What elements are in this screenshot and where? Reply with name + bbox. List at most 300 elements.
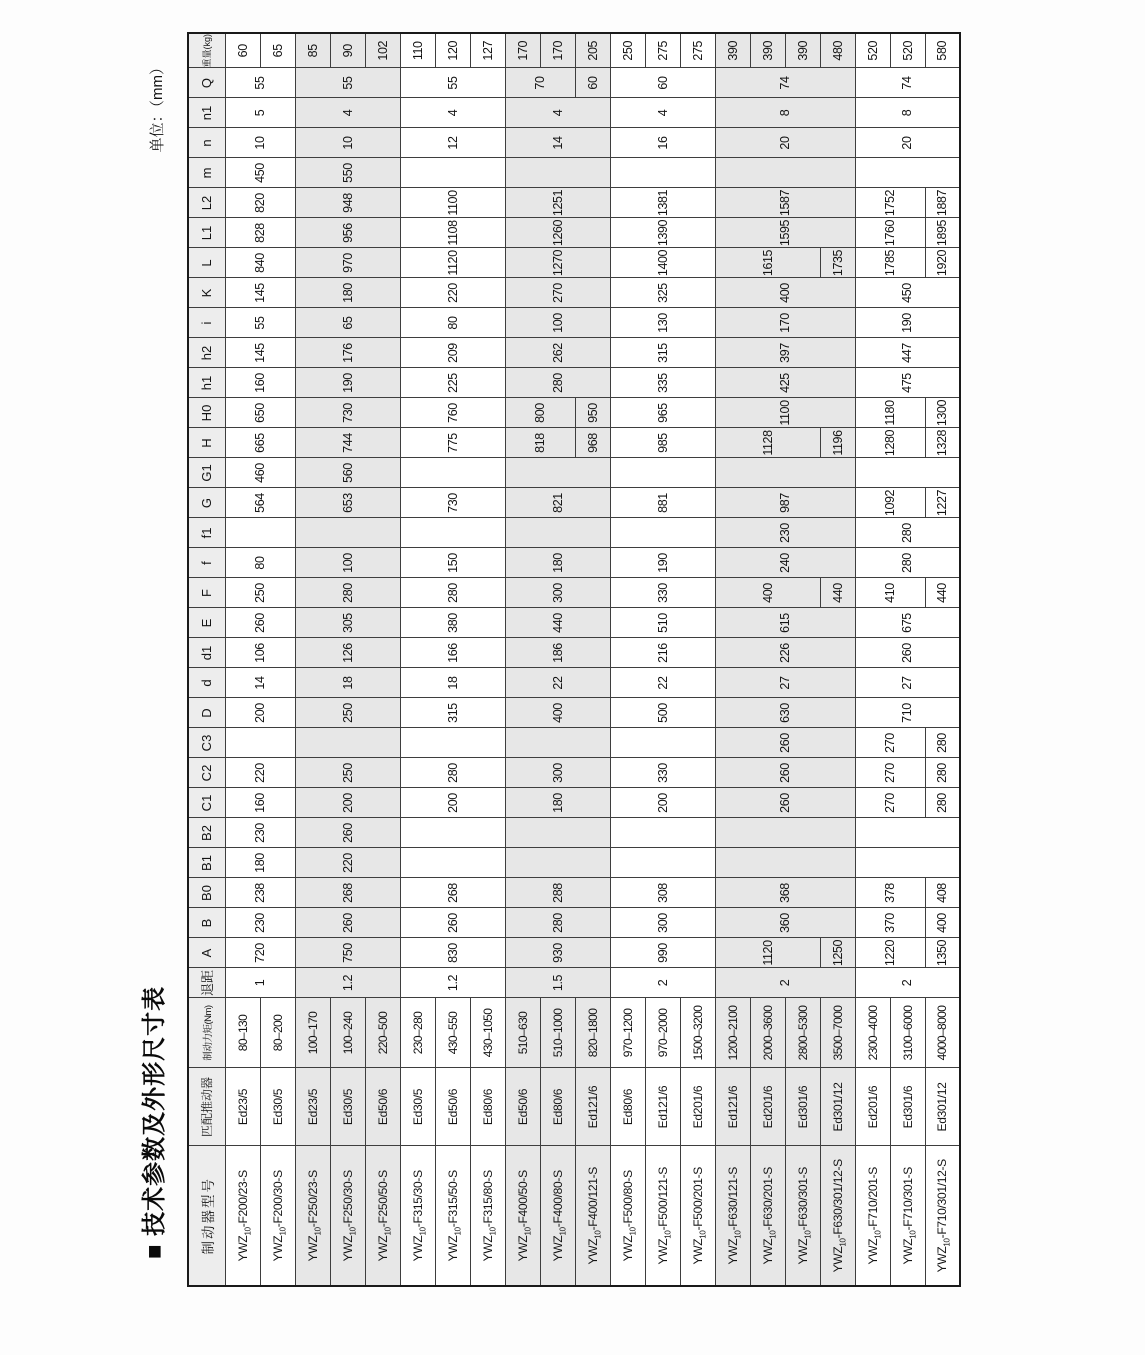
table-cell: 2000–3600: [750, 998, 785, 1068]
table-cell: [610, 158, 715, 188]
table-cell: 968: [575, 428, 610, 458]
column-header: B: [188, 908, 225, 938]
table-cell: 225: [400, 368, 505, 398]
table-cell: Ed301/12: [820, 1068, 855, 1146]
table-cell: 55: [295, 68, 400, 98]
table-cell: 1595: [715, 218, 855, 248]
table-cell: 820: [225, 188, 295, 218]
table-cell: 720: [225, 938, 295, 968]
table-cell: Ed80/6: [470, 1068, 505, 1146]
table-cell: [610, 518, 715, 548]
model-cell: $YWZ_{10}-F200/30-S$: [260, 1146, 295, 1286]
table-cell: [295, 518, 400, 548]
table-cell: 308: [610, 878, 715, 908]
table-cell: 60: [225, 33, 260, 68]
table-cell: 260: [295, 908, 400, 938]
table-cell: 200: [295, 788, 400, 818]
table-cell: 430–1050: [470, 998, 505, 1068]
table-cell: Ed301/12: [925, 1068, 960, 1146]
table-cell: 440: [505, 608, 610, 638]
table-cell: 190: [855, 308, 960, 338]
table-cell: Ed201/6: [750, 1068, 785, 1146]
table-cell: 166: [400, 638, 505, 668]
table-cell: 260: [400, 908, 505, 938]
table-cell: 260: [295, 818, 400, 848]
model-cell: $YWZ_{10}-F200/23-S$: [225, 1146, 260, 1286]
model-cell: $YWZ_{10}-F630/201-S$: [750, 1146, 785, 1286]
table-cell: 460: [225, 458, 295, 488]
column-header: D: [188, 698, 225, 728]
table-cell: 220: [400, 278, 505, 308]
table-cell: 180: [295, 278, 400, 308]
table-cell: 27: [715, 668, 855, 698]
table-cell: 22: [505, 668, 610, 698]
model-cell: $YWZ_{10}-F710/201-S$: [855, 1146, 890, 1286]
column-header: B0: [188, 878, 225, 908]
table-cell: 818: [505, 428, 575, 458]
table-cell: 1735: [820, 248, 855, 278]
table-cell: 14: [225, 668, 295, 698]
table-cell: 1108: [400, 218, 505, 248]
column-header: n1: [188, 98, 225, 128]
table-cell: 1251: [505, 188, 610, 218]
table-cell: 1752: [855, 188, 925, 218]
table-cell: 18: [295, 668, 400, 698]
table-cell: 120: [435, 33, 470, 68]
table-row: [400, 33, 435, 1286]
table-cell: [225, 728, 295, 758]
model-cell: $YWZ_{10}-F400/80-S$: [540, 1146, 575, 1286]
table-cell: Ed30/5: [330, 1068, 365, 1146]
model-cell: $YWZ_{10}-F630/121-S$: [715, 1146, 750, 1286]
table-cell: 800: [505, 398, 575, 428]
column-header: L: [188, 248, 225, 278]
table-cell: 180: [225, 848, 295, 878]
table-cell: [295, 728, 400, 758]
table-cell: [855, 158, 960, 188]
table-cell: 226: [715, 638, 855, 668]
table-cell: [610, 818, 715, 848]
table-cell: 1328: [925, 428, 960, 458]
column-header: C2: [188, 758, 225, 788]
table-cell: 1400: [610, 248, 715, 278]
table-cell: 280: [855, 518, 960, 548]
table-cell: [715, 848, 855, 878]
table-cell: 3100–6000: [890, 998, 925, 1068]
table-cell: 520: [890, 33, 925, 68]
table-cell: [505, 158, 610, 188]
table-cell: [505, 728, 610, 758]
table-cell: 930: [505, 938, 610, 968]
table-row: [295, 33, 330, 1286]
table-cell: 650: [225, 398, 295, 428]
table-cell: 1350: [925, 938, 960, 968]
table-cell: 730: [400, 488, 505, 518]
table-cell: 16: [610, 128, 715, 158]
model-cell: $YWZ_{10}-F250/30-S$: [330, 1146, 365, 1286]
table-cell: 1500–3200: [680, 998, 715, 1068]
table-cell: 985: [610, 428, 715, 458]
table-cell: 127: [470, 33, 505, 68]
table-cell: 100–170: [295, 998, 330, 1068]
column-header: Q: [188, 68, 225, 98]
table-cell: 1196: [820, 428, 855, 458]
table-cell: 22: [610, 668, 715, 698]
table-cell: 60: [575, 68, 610, 98]
table-cell: 100–240: [330, 998, 365, 1068]
table-cell: 275: [645, 33, 680, 68]
table-cell: 1390: [610, 218, 715, 248]
table-cell: 100: [295, 548, 400, 578]
table-cell: 280: [925, 788, 960, 818]
table-cell: Ed301/6: [890, 1068, 925, 1146]
table-cell: 145: [225, 338, 295, 368]
table-cell: 230: [225, 818, 295, 848]
table-cell: 14: [505, 128, 610, 158]
table-cell: [400, 458, 505, 488]
table-cell: 268: [295, 878, 400, 908]
table-cell: 186: [505, 638, 610, 668]
table-cell: 1.2: [400, 968, 505, 998]
table-cell: 170: [540, 33, 575, 68]
table-cell: 1200–2100: [715, 998, 750, 1068]
table-cell: 190: [295, 368, 400, 398]
table-cell: Ed80/6: [610, 1068, 645, 1146]
table-cell: 220–500: [365, 998, 400, 1068]
table-cell: 1615: [715, 248, 820, 278]
table-cell: 74: [715, 68, 855, 98]
table-cell: 280: [855, 548, 960, 578]
model-cell: $YWZ_{10}-F250/23-S$: [295, 1146, 330, 1286]
table-cell: 270: [855, 758, 925, 788]
table-cell: 18: [400, 668, 505, 698]
table-cell: 268: [400, 878, 505, 908]
table-cell: 510: [610, 608, 715, 638]
table-cell: 475: [855, 368, 960, 398]
table-cell: 1180: [855, 398, 925, 428]
table-cell: 440: [925, 578, 960, 608]
table-cell: 2300–4000: [855, 998, 890, 1068]
table-cell: 150: [400, 548, 505, 578]
model-cell: $YWZ_{10}-F500/201-S$: [680, 1146, 715, 1286]
table-cell: 400: [715, 578, 820, 608]
table-cell: 180: [505, 788, 610, 818]
table-cell: 480: [820, 33, 855, 68]
table-cell: 510–630: [505, 998, 540, 1068]
table-cell: 675: [855, 608, 960, 638]
column-header: i: [188, 308, 225, 338]
table-cell: 1785: [855, 248, 925, 278]
column-header: C3: [188, 728, 225, 758]
table-cell: 2: [610, 968, 715, 998]
table-cell: 653: [295, 488, 400, 518]
table-cell: 1250: [820, 938, 855, 968]
table-cell: 1227: [925, 488, 960, 518]
table-cell: 1300: [925, 398, 960, 428]
table-cell: 400: [715, 278, 855, 308]
table-cell: 450: [855, 278, 960, 308]
table-cell: 440: [820, 578, 855, 608]
table-cell: 260: [715, 728, 855, 758]
table-cell: 1760: [855, 218, 925, 248]
table-cell: Ed50/6: [505, 1068, 540, 1146]
table-cell: 4: [400, 98, 505, 128]
table-cell: 110: [400, 33, 435, 68]
model-cell: $YWZ_{10}-F630/301-S$: [785, 1146, 820, 1286]
page-title: ■ 技术参数及外形尺寸表: [141, 985, 168, 1259]
table-cell: 180: [505, 548, 610, 578]
table-cell: 4: [505, 98, 610, 128]
table-cell: [855, 458, 960, 488]
table-cell: 27: [855, 668, 960, 698]
table-cell: 520: [855, 33, 890, 68]
table-cell: [505, 848, 610, 878]
column-header: 制动力矩(Nm): [188, 998, 225, 1068]
table-cell: 390: [715, 33, 750, 68]
table-cell: 510–1000: [540, 998, 575, 1068]
column-header: H0: [188, 398, 225, 428]
model-cell: $YWZ_{10}-F500/80-S$: [610, 1146, 645, 1286]
table-cell: 270: [855, 728, 925, 758]
table-cell: Ed23/5: [295, 1068, 330, 1146]
table-cell: 270: [855, 788, 925, 818]
table-cell: 990: [610, 938, 715, 968]
table-cell: 5: [225, 98, 295, 128]
table-cell: 1895: [925, 218, 960, 248]
table-cell: Ed121/6: [715, 1068, 750, 1146]
model-cell: $YWZ_{10}-F315/80-S$: [470, 1146, 505, 1286]
table-cell: 262: [505, 338, 610, 368]
table-cell: 74: [855, 68, 960, 98]
table-cell: 408: [925, 878, 960, 908]
table-cell: 987: [715, 488, 855, 518]
table-cell: 170: [715, 308, 855, 338]
table-cell: 280: [295, 578, 400, 608]
column-header: h2: [188, 338, 225, 368]
table-cell: 450: [225, 158, 295, 188]
column-header: H: [188, 428, 225, 458]
table-cell: 4000–8000: [925, 998, 960, 1068]
table-cell: 176: [295, 338, 400, 368]
table-cell: 280: [925, 758, 960, 788]
table-cell: 300: [505, 578, 610, 608]
table-row: [505, 33, 540, 1286]
table-cell: 378: [855, 878, 925, 908]
column-header: G: [188, 488, 225, 518]
table-cell: 280: [400, 758, 505, 788]
table-cell: 330: [610, 758, 715, 788]
table-cell: 70: [505, 68, 575, 98]
table-cell: 250: [610, 33, 645, 68]
table-cell: 390: [785, 33, 820, 68]
column-header: B2: [188, 818, 225, 848]
table-cell: 200: [400, 788, 505, 818]
table-cell: 840: [225, 248, 295, 278]
column-header: A: [188, 938, 225, 968]
table-cell: 8: [855, 98, 960, 128]
table-cell: [715, 818, 855, 848]
table-cell: 730: [295, 398, 400, 428]
table-cell: 4: [610, 98, 715, 128]
table-cell: 288: [505, 878, 610, 908]
table-cell: 970–2000: [645, 998, 680, 1068]
column-header: d: [188, 668, 225, 698]
table-cell: 1120: [400, 248, 505, 278]
table-cell: 130: [610, 308, 715, 338]
table-cell: [400, 728, 505, 758]
table-cell: [400, 158, 505, 188]
table-row: [610, 33, 645, 1286]
table-cell: 55: [225, 68, 295, 98]
table-cell: 1100: [400, 188, 505, 218]
table-cell: 2800–5300: [785, 998, 820, 1068]
table-cell: 220: [225, 758, 295, 788]
table-cell: 881: [610, 488, 715, 518]
table-row: [715, 33, 750, 1286]
table-cell: 90: [330, 33, 365, 68]
model-cell: $YWZ_{10}-F315/30-S$: [400, 1146, 435, 1286]
column-header: G1: [188, 458, 225, 488]
table-cell: 100: [505, 308, 610, 338]
column-header: C1: [188, 788, 225, 818]
column-header: n: [188, 128, 225, 158]
table-cell: 335: [610, 368, 715, 398]
table-cell: 360: [715, 908, 855, 938]
table-cell: [505, 818, 610, 848]
table-cell: 564: [225, 488, 295, 518]
table-cell: Ed30/5: [400, 1068, 435, 1146]
table-cell: 65: [260, 33, 295, 68]
table-cell: 325: [610, 278, 715, 308]
table-cell: 370: [855, 908, 925, 938]
table-row: [855, 33, 890, 1286]
table-cell: 20: [855, 128, 960, 158]
table-cell: 1.5: [505, 968, 610, 998]
table-cell: 60: [610, 68, 715, 98]
table-cell: 20: [715, 128, 855, 158]
table-cell: 750: [295, 938, 400, 968]
table-cell: 280: [505, 908, 610, 938]
table-cell: 160: [225, 788, 295, 818]
table-cell: [225, 518, 295, 548]
table-cell: Ed23/5: [225, 1068, 260, 1146]
table-cell: 65: [295, 308, 400, 338]
table-cell: 205: [575, 33, 610, 68]
table-cell: 970: [295, 248, 400, 278]
table-cell: 220: [295, 848, 400, 878]
table-cell: 300: [505, 758, 610, 788]
table-cell: 775: [400, 428, 505, 458]
table-cell: 2: [715, 968, 855, 998]
table-cell: 1920: [925, 248, 960, 278]
table-cell: 828: [225, 218, 295, 248]
spec-table: [187, 32, 961, 1287]
table-cell: 238: [225, 878, 295, 908]
table-cell: 8: [715, 98, 855, 128]
column-header: f: [188, 548, 225, 578]
table-cell: 230: [225, 908, 295, 938]
table-cell: [855, 818, 960, 848]
table-cell: [610, 458, 715, 488]
column-header: m: [188, 158, 225, 188]
table-cell: 10: [225, 128, 295, 158]
table-cell: 260: [855, 638, 960, 668]
model-cell: $YWZ_{10}-F250/50-S$: [365, 1146, 400, 1286]
model-cell: $YWZ_{10}-F710/301-S$: [890, 1146, 925, 1286]
column-header: K: [188, 278, 225, 308]
table-cell: 1092: [855, 488, 925, 518]
model-cell: $YWZ_{10}-F400/121-S$: [575, 1146, 610, 1286]
table-cell: [610, 728, 715, 758]
table-cell: 85: [295, 33, 330, 68]
table-cell: 305: [295, 608, 400, 638]
table-cell: 200: [610, 788, 715, 818]
table-cell: 1260: [505, 218, 610, 248]
table-cell: Ed301/6: [785, 1068, 820, 1146]
table-cell: [400, 848, 505, 878]
table-cell: 965: [610, 398, 715, 428]
model-cell: $YWZ_{10}-F315/50-S$: [435, 1146, 470, 1286]
table-cell: 1100: [715, 398, 855, 428]
table-cell: 280: [400, 578, 505, 608]
model-cell: $YWZ_{10}-F630/301/12-S$: [820, 1146, 855, 1286]
table-cell: [505, 458, 610, 488]
table-cell: 830: [400, 938, 505, 968]
table-cell: 1: [225, 968, 295, 998]
table-cell: 1270: [505, 248, 610, 278]
table-cell: 368: [715, 878, 855, 908]
table-cell: 425: [715, 368, 855, 398]
table-cell: 400: [505, 698, 610, 728]
table-cell: [855, 848, 960, 878]
table-cell: 315: [610, 338, 715, 368]
model-cell: $YWZ_{10}-F500/121-S$: [645, 1146, 680, 1286]
table-cell: 1381: [610, 188, 715, 218]
table-cell: 280: [925, 728, 960, 758]
table-cell: 2: [855, 968, 960, 998]
table-cell: 80–200: [260, 998, 295, 1068]
table-cell: 126: [295, 638, 400, 668]
table-cell: 1120: [715, 938, 820, 968]
table-cell: 209: [400, 338, 505, 368]
column-header: h1: [188, 368, 225, 398]
table-cell: 250: [295, 698, 400, 728]
table-cell: 250: [225, 578, 295, 608]
table-cell: 1.2: [295, 968, 400, 998]
table-cell: 950: [575, 398, 610, 428]
column-header: d1: [188, 638, 225, 668]
table-cell: 80: [225, 548, 295, 578]
table-row: [225, 33, 260, 1286]
table-cell: 10: [295, 128, 400, 158]
table-cell: 630: [715, 698, 855, 728]
table-cell: Ed30/5: [260, 1068, 295, 1146]
column-header: L2: [188, 188, 225, 218]
table-cell: 230: [715, 518, 855, 548]
table-cell: 948: [295, 188, 400, 218]
table-cell: 270: [505, 278, 610, 308]
column-header: 退距: [188, 968, 225, 998]
table-cell: 190: [610, 548, 715, 578]
table-cell: 240: [715, 548, 855, 578]
table-cell: 615: [715, 608, 855, 638]
table-cell: 1220: [855, 938, 925, 968]
table-cell: 380: [400, 608, 505, 638]
column-header: 匹配推动器: [188, 1068, 225, 1146]
table-cell: 80–130: [225, 998, 260, 1068]
table-cell: 260: [225, 608, 295, 638]
column-header: E: [188, 608, 225, 638]
